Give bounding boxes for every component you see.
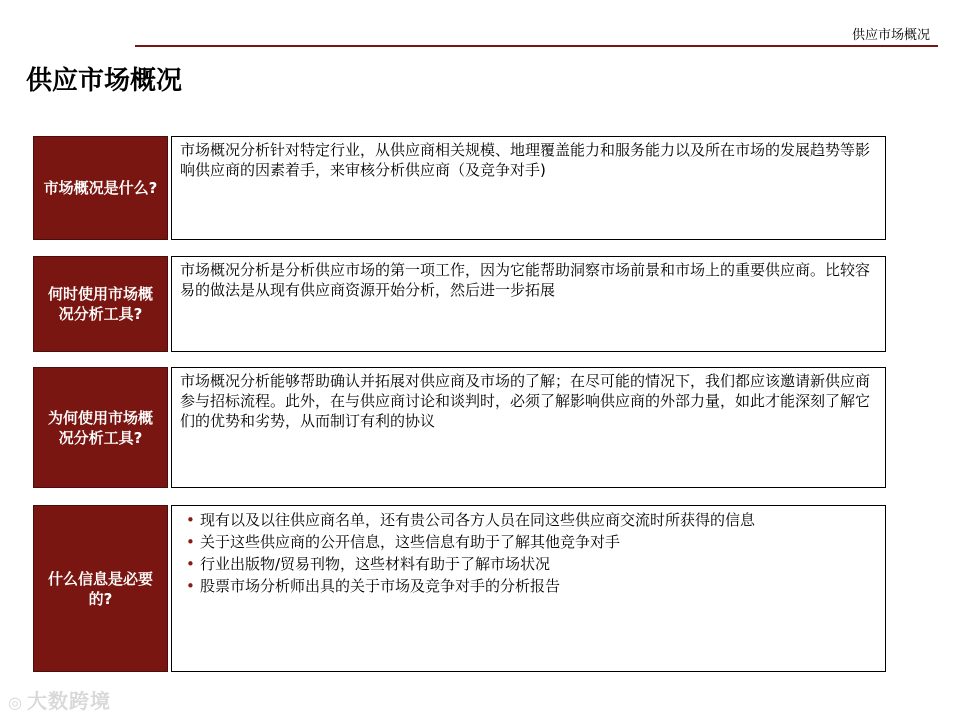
- qa-row-info-needed: [33, 505, 886, 672]
- bullet-dot-icon: •: [186, 577, 195, 595]
- list-item: [186, 511, 877, 530]
- answer-text: 市场概况分析是分析供应市场的第一项工作，因为它能帮助洞察市场前景和市场上的重要供应商。比较容易的做法是从现有供应商资源开始分析，然后进一步拓展: [171, 256, 886, 352]
- list-item-text: 股票市场分析师出具的关于市场及竞争对手的分析报告: [200, 577, 561, 595]
- qa-row-why: [33, 367, 886, 488]
- qa-row-when: [33, 256, 886, 352]
- watermark-text: 大数跨境: [26, 689, 111, 713]
- bullet-dot-icon: •: [186, 533, 195, 551]
- bullet-list: [180, 509, 877, 596]
- list-item-text: 现有以及以往供应商名单，还有贵公司各方人员在同这些供应商交流时所获得的信息: [200, 511, 756, 529]
- answer-text: 市场概况分析能够帮助确认并拓展对供应商及市场的了解；在尽可能的情况下，我们都应该邀请新供应商参与招标流程。此外，在与供应商讨论和谈判时，必须了解影响供应商的外部力量，如此才能深刻了解它们的优势和劣势，从而制订有利的协议: [171, 367, 886, 488]
- list-item: [186, 555, 877, 574]
- header-divider: [135, 45, 938, 47]
- question-label: 何时使用市场概况分析工具?: [33, 256, 168, 352]
- qa-row-what: [33, 136, 886, 240]
- question-label: 什么信息是必要的?: [33, 505, 168, 672]
- list-item: [186, 533, 877, 552]
- answer-text: 市场概况分析针对特定行业，从供应商相关规模、地理覆盖能力和服务能力以及所在市场的发展趋势等影响供应商的因素着手，来审核分析供应商（及竞争对手): [171, 136, 886, 240]
- bullet-dot-icon: •: [186, 555, 195, 573]
- list-item-text: 行业出版物/贸易刊物，这些材料有助于了解市场状况: [200, 555, 551, 573]
- list-item-text: 关于这些供应商的公开信息，这些信息有助于了解其他竞争对手: [200, 533, 621, 551]
- bullet-dot-icon: •: [186, 511, 195, 529]
- list-item: [186, 577, 877, 596]
- answer-bullet-box: [171, 505, 886, 672]
- page-title: 供应市场概况: [26, 66, 183, 96]
- watermark: [8, 685, 111, 714]
- watermark-logo-icon: ◎: [8, 693, 23, 712]
- question-label: 为何使用市场概况分析工具?: [33, 367, 168, 488]
- section-header-label: 供应市场概况: [851, 28, 930, 43]
- question-label: 市场概况是什么?: [33, 136, 168, 240]
